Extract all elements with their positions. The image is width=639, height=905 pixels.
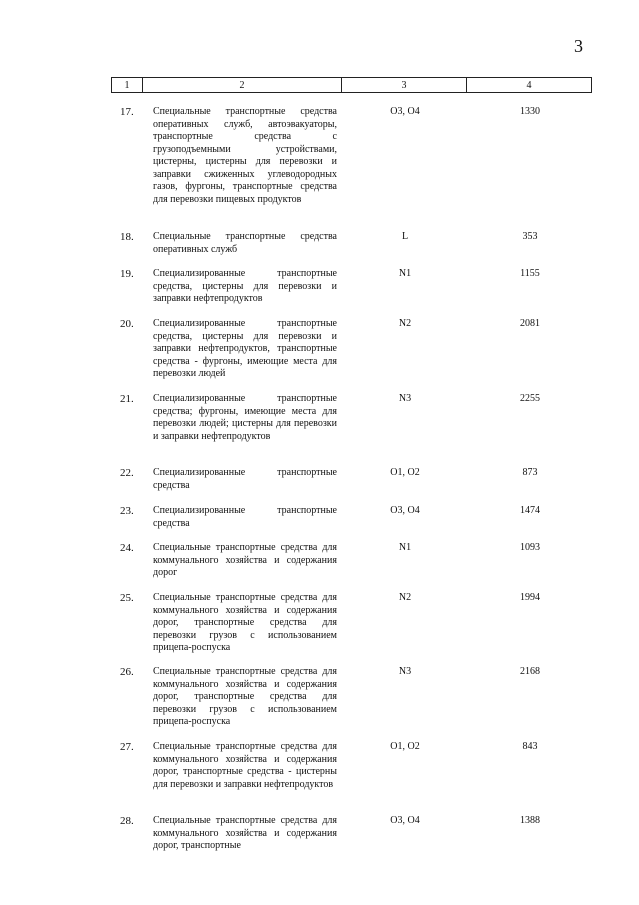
row-value: 2081 [520, 318, 540, 329]
column-header-4: 4 [467, 78, 592, 93]
row-value: 353 [522, 231, 538, 242]
column-header-3: 3 [342, 78, 467, 93]
row-category: O1, O2 [390, 741, 420, 752]
row-number: 18. [120, 231, 134, 243]
row-description: Специализированные транспортные средства, цистерны для перевозки и заправки нефтепродуктов [153, 268, 337, 304]
row-value: 1155 [520, 268, 540, 279]
row-description: Специальные транспортные средства для коммунального хозяйства и содержания дорог [153, 542, 337, 578]
row-number: 24. [120, 542, 134, 554]
row-number: 19. [120, 268, 134, 280]
row-value: 1388 [520, 815, 540, 826]
row-description: Специальные транспортные средства для коммунального хозяйства и содержания дорог, транспортные средства для перевозки грузов с использованием прицепа-роспуска [153, 592, 337, 653]
row-description: Специальные транспортные средства для коммунального хозяйства и содержания дорог, транспортные средства - цистерны для перевозки и заправки нефтепродуктов [153, 741, 337, 790]
row-category: O3, O4 [390, 106, 420, 117]
row-category: N1 [398, 268, 412, 279]
row-value: 1093 [520, 542, 540, 553]
row-category: L [401, 231, 409, 242]
row-number: 28. [120, 815, 134, 827]
row-number: 27. [120, 741, 134, 753]
row-value: 1330 [520, 106, 540, 117]
row-number: 26. [120, 666, 134, 678]
row-number: 17. [120, 106, 134, 118]
row-number: 22. [120, 467, 134, 479]
page-number: 3 [574, 36, 583, 56]
row-value: 2255 [520, 393, 540, 404]
row-category: N3 [398, 393, 412, 404]
row-description: Специальные транспортные средства для коммунального хозяйства и содержания дорог, транспортные [153, 815, 337, 851]
row-number: 25. [120, 592, 134, 604]
row-description: Специализированные транспортные средства [153, 467, 337, 491]
row-category: N2 [398, 318, 412, 329]
row-description: Специализированные транспортные средства, цистерны для перевозки и заправки нефтепродуктов, транспортные средства - фургоны, имеющие места для перевозки людей [153, 318, 337, 379]
row-number: 20. [120, 318, 134, 330]
row-description: Специальные транспортные средства оперативных служб, автоэвакуаторы, транспортные средства с грузоподъемными устройствами, цистерны, цистерны для перевозки и заправки сжиженных углеводородных газов, фургоны, транспортные средства для перевозки пищевых продуктов [153, 106, 337, 205]
row-value: 1994 [520, 592, 540, 603]
column-header-1: 1 [112, 78, 143, 93]
row-value: 1474 [520, 505, 540, 516]
row-category: N2 [398, 592, 412, 603]
row-category: O1, O2 [390, 467, 420, 478]
row-category: N1 [398, 542, 412, 553]
row-description: Специальные транспортные средства оперативных служб [153, 231, 337, 255]
row-number: 21. [120, 393, 134, 405]
row-category: O3, O4 [390, 815, 420, 826]
row-category: N3 [398, 666, 412, 677]
column-header-2: 2 [143, 78, 342, 93]
row-value: 843 [522, 741, 538, 752]
row-value: 873 [522, 467, 538, 478]
row-description: Специализированные транспортные средства [153, 505, 337, 529]
row-description: Специализированные транспортные средства; фургоны, имеющие места для перевозки людей; цистерны для перевозки и заправки нефтепродуктов [153, 393, 337, 442]
row-number: 23. [120, 505, 134, 517]
row-value: 2168 [520, 666, 540, 677]
row-description: Специальные транспортные средства для коммунального хозяйства и содержания дорог, транспортные средства для перевозки грузов с использованием прицепа-роспуска [153, 666, 337, 727]
row-category: O3, O4 [390, 505, 420, 516]
